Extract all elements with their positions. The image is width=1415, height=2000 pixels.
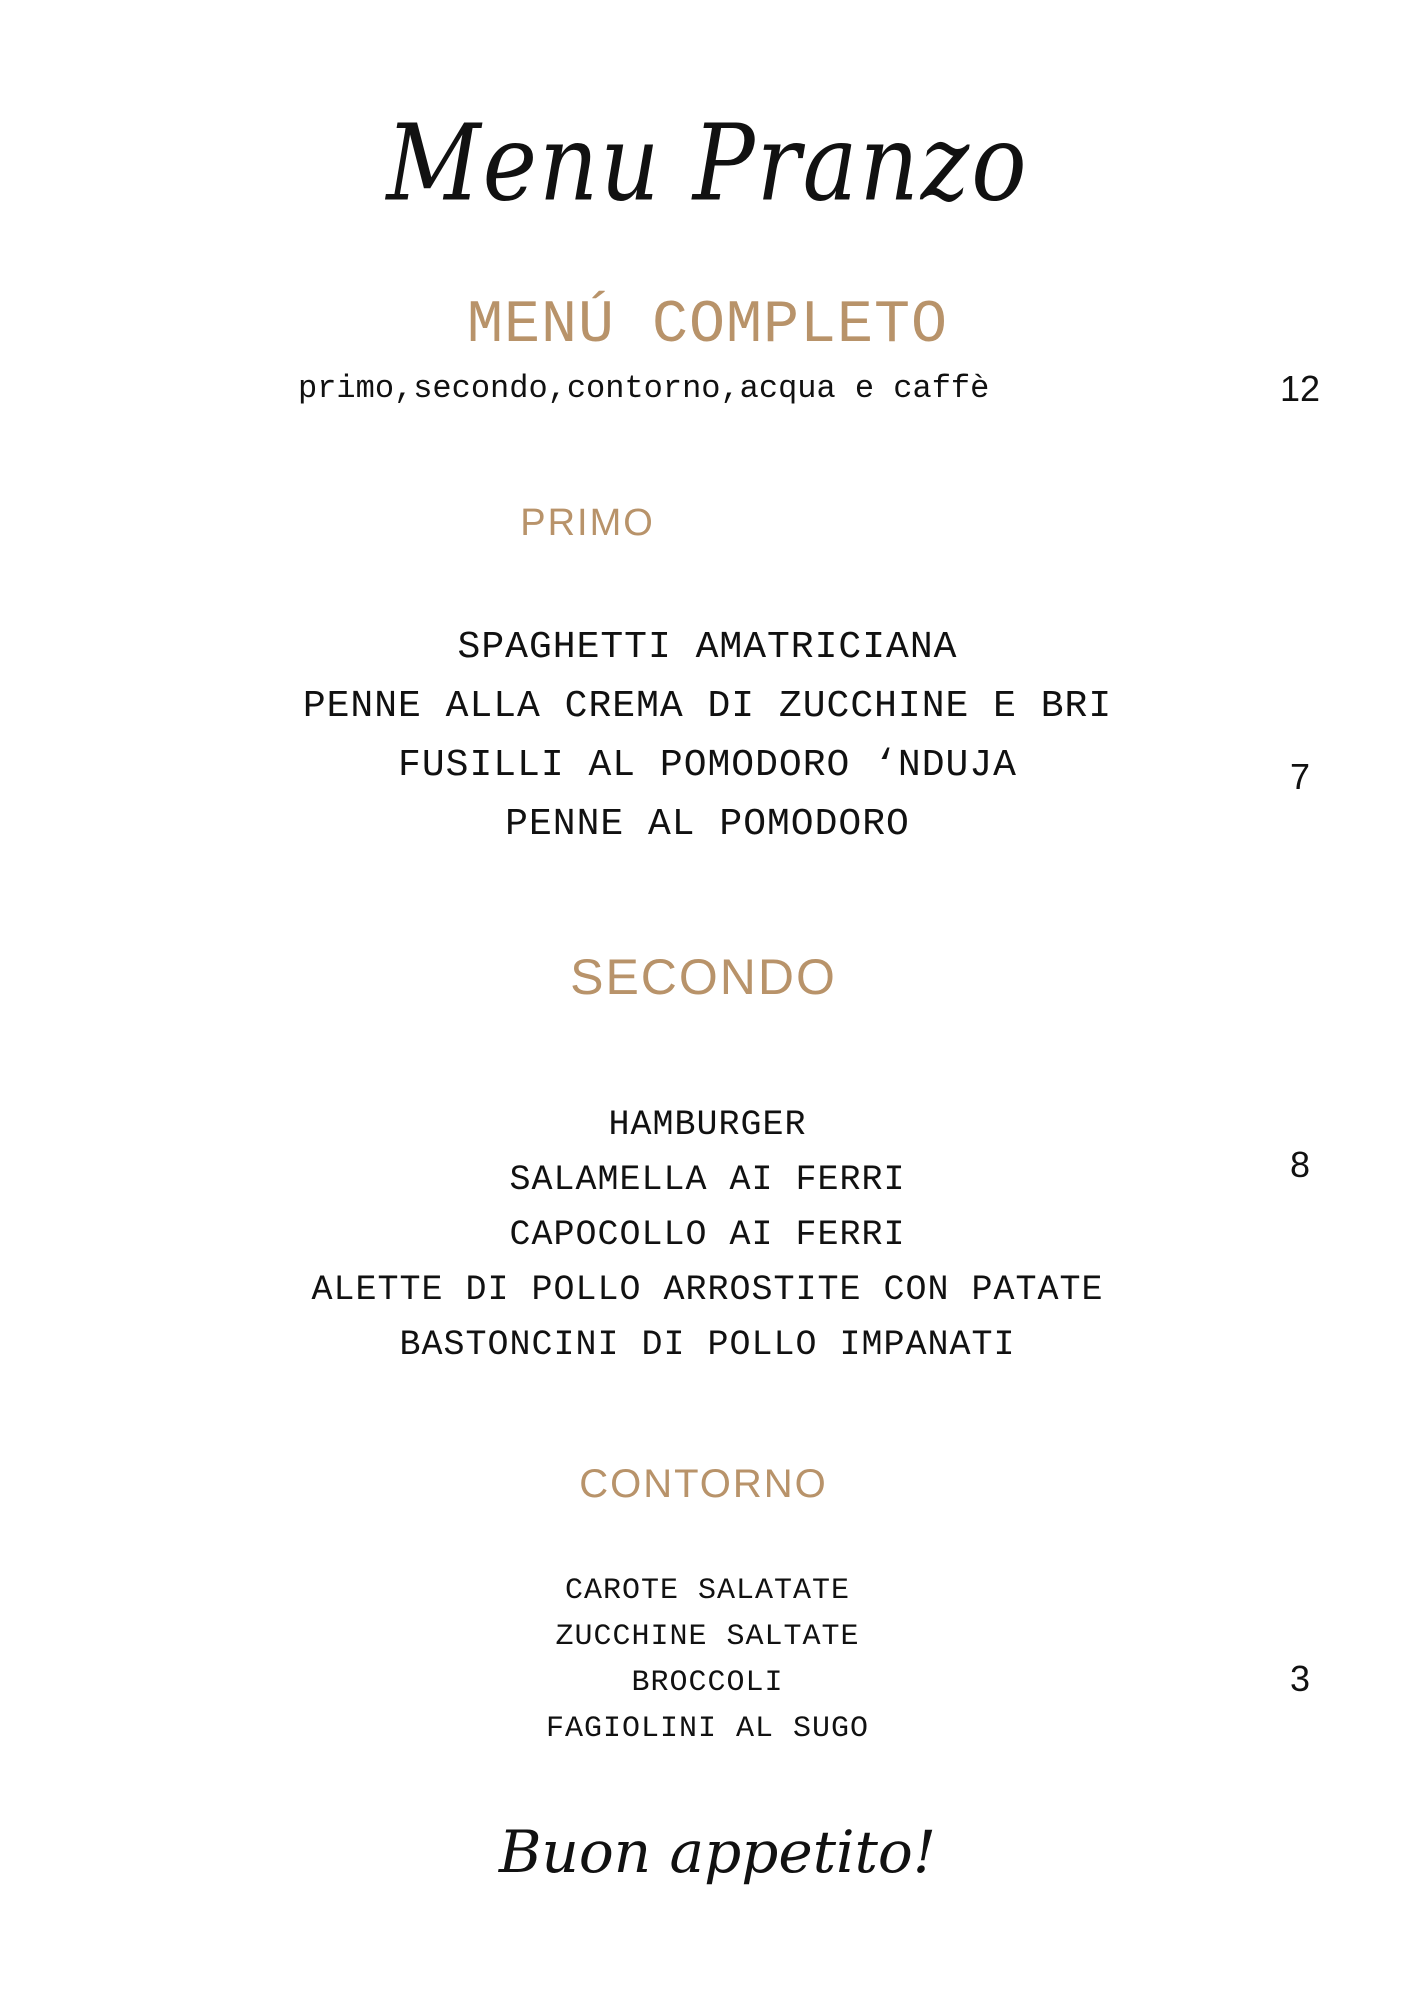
primo-list [0, 618, 1415, 854]
contorno-item: CAROTE SALATATE [564, 1574, 851, 1608]
primo-item: PENNE ALLA CREMA DI ZUCCHINE E BRI [302, 685, 1113, 728]
contorno-list [0, 1568, 1415, 1752]
contorno-price: 3 [1289, 1658, 1311, 1699]
secondo-item: BASTONCINI DI POLLO IMPANATI [399, 1325, 1016, 1365]
contorno-item: ZUCCHINE SALTATE [555, 1620, 860, 1654]
primo-heading: PRIMO [520, 502, 655, 544]
menu-completo-price: 12 [1279, 368, 1321, 409]
primo-item: FUSILLI AL POMODORO ‘NDUJA [398, 744, 1017, 787]
secondo-item: CAPOCOLLO AI FERRI [509, 1215, 906, 1255]
secondo-item: SALAMELLA AI FERRI [509, 1160, 906, 1200]
secondo-list [0, 1098, 1415, 1373]
menu-title: Menu Pranzo [386, 101, 1029, 226]
contorno-item: FAGIOLINI AL SUGO [545, 1712, 870, 1746]
secondo-item: HAMBURGER [608, 1105, 807, 1145]
menu-completo-heading: MENÚ COMPLETO [466, 292, 949, 360]
secondo-price: 8 [1289, 1144, 1311, 1185]
contorno-item: BROCCOLI [631, 1666, 784, 1700]
contorno-heading: CONTORNO [579, 1462, 828, 1506]
primo-price: 7 [1289, 756, 1311, 797]
buon-appetito: Buon appetito! [498, 1818, 937, 1886]
menu-completo-description: primo,secondo,contorno,acqua e caffè [298, 370, 990, 407]
primo-item: SPAGHETTI AMATRICIANA [457, 626, 958, 669]
primo-item: PENNE AL POMODORO [505, 803, 910, 846]
secondo-heading: SECONDO [570, 949, 837, 1005]
secondo-item: ALETTE DI POLLO ARROSTITE CON PATATE [311, 1270, 1104, 1310]
